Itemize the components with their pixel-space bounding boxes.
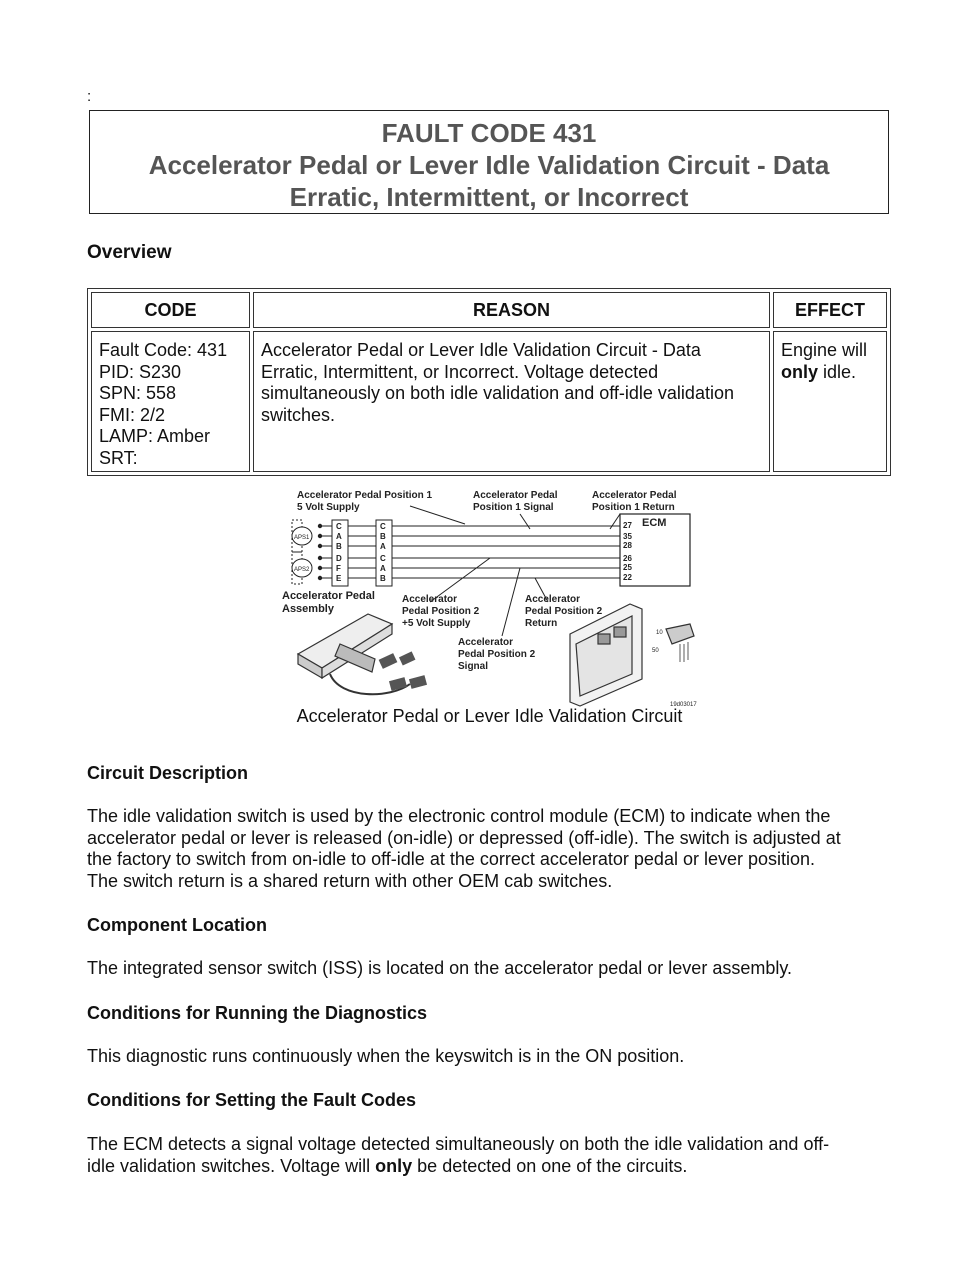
label-assembly-a: Accelerator Pedal: [282, 590, 375, 602]
leading-colon: :: [87, 88, 92, 105]
terminal-dot: [318, 566, 322, 570]
ecm-pin: 25: [623, 563, 632, 572]
setting-conditions-heading: Conditions for Setting the Fault Codes: [87, 1090, 416, 1110]
pin-label: D: [336, 554, 342, 563]
module-pins: [680, 642, 688, 662]
pin-label: B: [380, 574, 386, 583]
setting-conditions-text: [87, 1134, 902, 1177]
label-pos2-return-c: Return: [525, 618, 558, 629]
label-pos2-supply-a: Accelerator: [402, 594, 458, 605]
pin-label: E: [336, 574, 342, 583]
code-line-srt: SRT:: [99, 447, 138, 468]
label-pos2-signal-b: Pedal Position 2: [458, 649, 536, 660]
code-line-pid: PID: S230: [99, 361, 182, 382]
label-pos1-signal-b: Position 1 Signal: [473, 502, 554, 513]
pedal-plugs: [379, 651, 427, 690]
effect-text-pre: Engine will: [781, 340, 868, 360]
connector-label-10: 10: [656, 630, 663, 636]
component-location-text: The integrated sensor switch (ISS) is located on the accelerator pedal or lever assembly.: [87, 958, 793, 978]
pin-label: F: [336, 564, 341, 573]
leader-line: [610, 514, 620, 529]
circuit-line: The idle validation switch is used by the electronic control module (ECM) to indicate when the: [87, 806, 831, 826]
aps1-label: APS1: [294, 535, 310, 541]
figure-reference: 19d03017: [670, 702, 697, 708]
header-code: CODE: [91, 292, 250, 328]
circuit-description-text: [87, 806, 902, 892]
pin-label: B: [336, 542, 342, 551]
component-location-heading: Component Location: [87, 915, 267, 935]
running-conditions-heading: Conditions for Running the Diagnostics: [87, 1003, 427, 1023]
pin-label: A: [380, 564, 386, 573]
setting-line-2-post: be detected on one of the circuits.: [412, 1155, 688, 1176]
label-pos2-signal-a: Accelerator: [458, 637, 514, 648]
code-cell: [91, 331, 250, 472]
ecm-pin: 26: [623, 554, 632, 563]
code-line-fault: Fault Code: 431: [99, 340, 228, 360]
setting-line-2: [87, 1156, 902, 1178]
code-line-fmi: FMI: 2/2: [99, 404, 166, 425]
label-pos2-supply-c: +5 Volt Supply: [402, 618, 471, 629]
pedal-assembly-illustration: [298, 614, 392, 678]
figure-caption: Accelerator Pedal or Lever Idle Validation Circuit: [296, 706, 683, 726]
header-reason: REASON: [253, 292, 770, 328]
terminal-dot: [318, 576, 322, 580]
title-box: [89, 110, 889, 214]
terminal-dot: [318, 556, 322, 560]
label-pos2-signal-c: Signal: [458, 661, 489, 672]
fault-code-title: FAULT CODE 431: [381, 118, 597, 148]
circuit-line: the factory to switch from on-idle to off-idle at the correct accelerator pedal or lever position.: [87, 849, 816, 869]
label-pos1-return-a: Accelerator Pedal: [592, 490, 677, 501]
pin-label: C: [380, 522, 386, 531]
ecm-pin: 27: [623, 521, 632, 530]
effect-text-bold: only: [781, 361, 819, 382]
code-line-spn: SPN: 558: [99, 383, 177, 403]
setting-line-1: The ECM detects a signal voltage detected simultaneously on both the idle validation and off-: [87, 1134, 830, 1154]
code-line-lamp: LAMP: Amber: [99, 426, 211, 446]
aps2-label: APS2: [294, 567, 310, 573]
leader-line: [520, 514, 530, 529]
label-assembly-b: Assembly: [282, 603, 334, 615]
effect-text-post: idle.: [818, 361, 857, 382]
setting-line-2-bold: only: [375, 1155, 413, 1176]
label-pos2-return-b: Pedal Position 2: [525, 606, 603, 617]
label-pos2-supply-b: Pedal Position 2: [402, 606, 480, 617]
label-pos1-signal-a: Accelerator Pedal: [473, 490, 558, 501]
connector-label-50: 50: [652, 648, 659, 654]
circuit-diagram: [280, 484, 700, 710]
label-pos1-return-b: Position 1 Return: [592, 502, 675, 513]
ecm-label: ECM: [642, 517, 667, 529]
setting-line-2-pre: idle validation switches. Voltage will: [87, 1155, 376, 1176]
label-pos1-supply-b: 5 Volt Supply: [297, 502, 360, 513]
terminal-dot: [318, 524, 322, 528]
pin-label: B: [380, 532, 386, 541]
pin-label: C: [380, 554, 386, 563]
reason-cell: Accelerator Pedal or Lever Idle Validation Circuit - Data Erratic, Intermittent, or Incorrect. Voltage detected simultaneously on both idle validation and off-idle validation switches.: [253, 331, 770, 472]
pin-label: A: [336, 532, 342, 541]
leader-line: [410, 506, 465, 524]
terminal-dot: [318, 544, 322, 548]
terminal-dot: [318, 534, 322, 538]
circuit-line: The switch return is a shared return with other OEM cab switches.: [87, 870, 613, 891]
pin-label: A: [380, 542, 386, 551]
ecm-pin: 35: [623, 532, 632, 541]
circuit-description-heading: Circuit Description: [87, 763, 249, 783]
running-conditions-text: This diagnostic runs continuously when the keyswitch is in the ON position.: [87, 1046, 685, 1066]
ecm-module-illustration: [570, 604, 694, 706]
pin-label: C: [336, 522, 342, 531]
fault-table: [87, 288, 891, 476]
overview-heading: Overview: [87, 242, 172, 263]
ecm-pin: 22: [623, 573, 632, 582]
label-pos2-return-a: Accelerator: [525, 594, 581, 605]
circuit-line: accelerator pedal or lever is released (on-idle) or depressed (off-idle). The switch is adjusted at: [87, 827, 841, 848]
fault-code-subtitle: Accelerator Pedal or Lever Idle Validation Circuit - Data Erratic, Intermittent, or Incorrect: [148, 150, 830, 212]
header-effect: EFFECT: [773, 292, 887, 328]
ecm-pin: 28: [623, 541, 632, 550]
effect-cell: [773, 331, 887, 472]
label-pos1-supply-a: Accelerator Pedal Position 1: [297, 490, 433, 501]
